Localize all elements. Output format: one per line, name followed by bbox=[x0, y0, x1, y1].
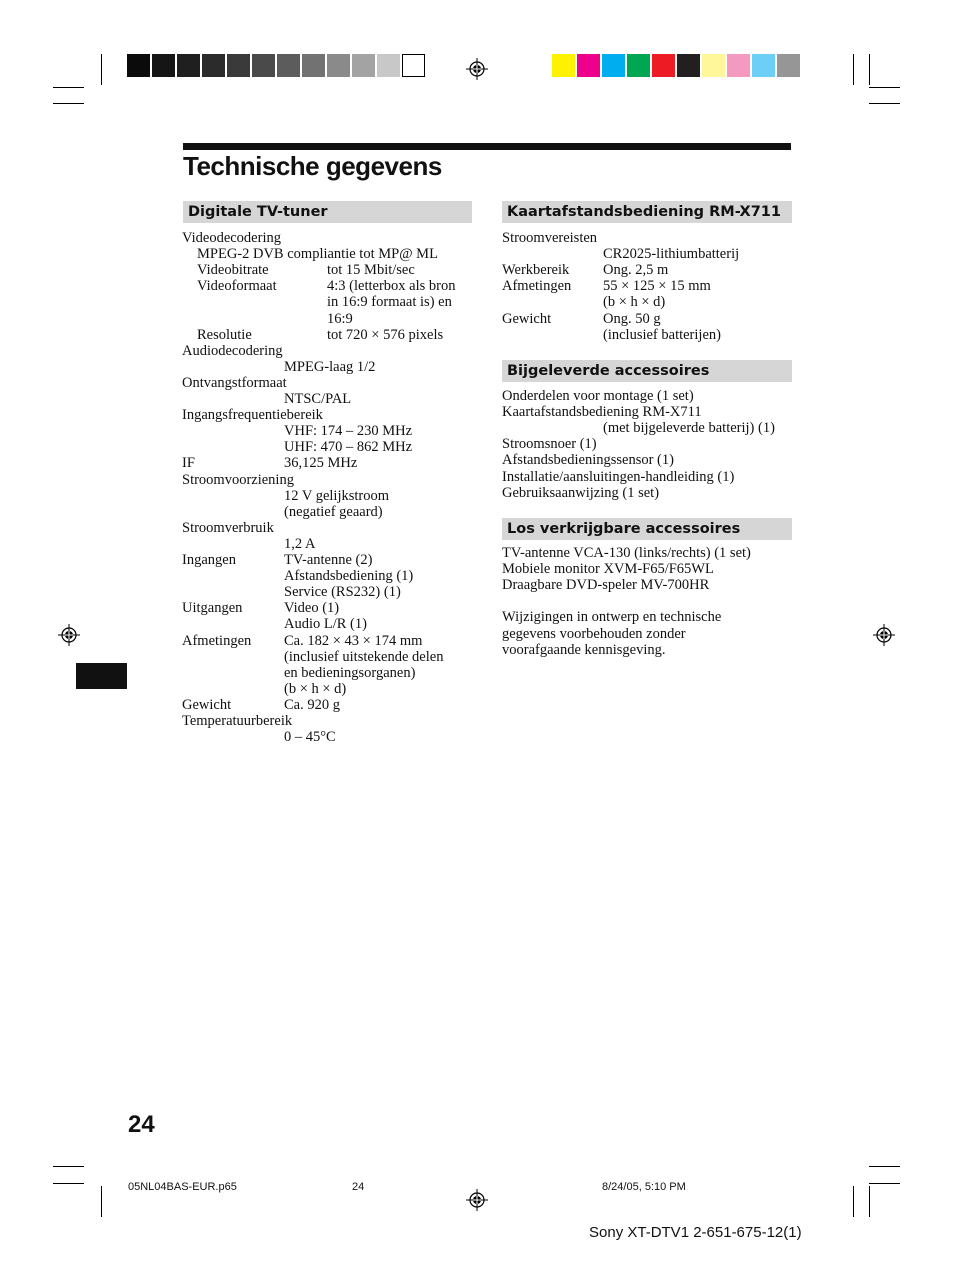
spec-value: NTSC/PAL bbox=[284, 391, 352, 407]
section-heading-optional: Los verkrijgbare accessoires bbox=[502, 518, 792, 540]
spec-value: MPEG-laag 1/2 bbox=[284, 358, 376, 375]
spec-value: 4:3 (letterbox als bron bbox=[327, 278, 456, 295]
spec-value: Afstandsbediening (1) bbox=[284, 568, 414, 585]
spec-value: (inclusief batterijen) bbox=[603, 326, 721, 343]
section-heading-supplied: Bijgeleverde accessoires bbox=[502, 360, 792, 382]
spec-label: Stroomvereisten bbox=[502, 230, 598, 246]
spec-label: Gewicht bbox=[502, 310, 552, 327]
spec-label: Videodecodering bbox=[182, 230, 281, 246]
spec-label: Afstandsbedieningssensor (1) bbox=[502, 452, 674, 469]
spec-label: Uitgangen bbox=[182, 600, 243, 617]
registration-mark-icon bbox=[466, 58, 488, 80]
spec-value: tot 15 Mbit/sec bbox=[327, 262, 415, 279]
color-swatch bbox=[577, 54, 600, 77]
model-number: Sony XT-DTV1 2-651-675-12(1) bbox=[589, 1224, 802, 1241]
color-swatch bbox=[627, 54, 650, 77]
registration-mark-icon bbox=[58, 624, 80, 646]
spec-label: Afmetingen bbox=[502, 278, 572, 295]
color-swatch bbox=[377, 54, 400, 77]
color-swatch bbox=[677, 54, 700, 77]
spec-value: (b × h × d) bbox=[603, 294, 666, 311]
registration-mark-icon bbox=[466, 1189, 488, 1211]
spec-value: UHF: 470 – 862 MHz bbox=[284, 439, 413, 456]
spec-value: tot 720 × 576 pixels bbox=[327, 326, 444, 343]
spec-label: MPEG-2 DVB compliantie tot MP@ ML bbox=[197, 246, 438, 263]
spec-value: (b × h × d) bbox=[284, 680, 347, 697]
footer-file: 05NL04BAS-EUR.p65 bbox=[128, 1181, 237, 1193]
spec-label: Videobitrate bbox=[197, 262, 269, 279]
color-swatch bbox=[602, 54, 625, 77]
spec-value: in 16:9 formaat is) en bbox=[327, 294, 452, 311]
registration-mark-icon bbox=[873, 624, 895, 646]
title-rule bbox=[183, 143, 791, 150]
spec-value: Ong. 2,5 m bbox=[603, 262, 669, 279]
color-swatch bbox=[252, 54, 275, 77]
color-swatch bbox=[727, 54, 750, 77]
list-item: TV-antenne VCA-130 (links/rechts) (1 set) bbox=[502, 545, 751, 561]
color-swatch bbox=[177, 54, 200, 77]
spec-label: Videoformaat bbox=[197, 278, 277, 295]
spec-label: Ingangen bbox=[182, 552, 236, 568]
section-heading-tuner: Digitale TV-tuner bbox=[183, 201, 472, 223]
spec-label: Ingangsfrequentiebereik bbox=[182, 407, 323, 424]
color-swatch bbox=[302, 54, 325, 77]
spec-label: Installatie/aansluitingen-handleiding (1) bbox=[502, 468, 735, 485]
color-swatch bbox=[152, 54, 175, 77]
spec-value: (inclusief uitstekende delen bbox=[284, 648, 444, 665]
spec-label: Gebruiksaanwijzing (1 set) bbox=[502, 484, 660, 501]
spec-value: CR2025-lithiumbatterij bbox=[603, 246, 740, 263]
spec-label: Resolutie bbox=[197, 326, 252, 343]
list-item: voorafgaande kennisgeving. bbox=[502, 641, 666, 658]
list-item: Wijzigingen in ontwerp en technische bbox=[502, 609, 722, 626]
spec-label: Stroomsnoer (1) bbox=[502, 436, 597, 453]
spec-value: Video (1) bbox=[284, 600, 340, 617]
color-swatch bbox=[552, 54, 575, 77]
spec-value: (met bijgeleverde batterij) (1) bbox=[603, 420, 775, 437]
spec-value: Audio L/R (1) bbox=[284, 616, 367, 633]
color-swatch bbox=[127, 54, 150, 77]
color-swatch bbox=[227, 54, 250, 77]
spec-value: 1,2 A bbox=[284, 535, 316, 552]
spec-label: Stroomvoorziening bbox=[182, 471, 294, 488]
spec-value: Service (RS232) (1) bbox=[284, 584, 401, 601]
spec-value: 12 V gelijkstroom bbox=[284, 487, 389, 504]
spec-value: 0 – 45°C bbox=[284, 729, 336, 746]
spec-value: en bedieningsorganen) bbox=[284, 664, 416, 681]
footer-date: 8/24/05, 5:10 PM bbox=[602, 1181, 686, 1193]
color-swatch bbox=[202, 54, 225, 77]
spec-label: Audiodecodering bbox=[182, 342, 283, 359]
color-swatch bbox=[752, 54, 775, 77]
section-heading-remote: Kaartafstandsbediening RM-X711 bbox=[502, 201, 792, 223]
spec-value: Ong. 50 g bbox=[603, 310, 661, 327]
footer-page: 24 bbox=[352, 1181, 365, 1193]
color-swatch bbox=[702, 54, 725, 77]
spec-label: Temperatuurbereik bbox=[182, 713, 293, 729]
list-item: Draagbare DVD-speler MV-700HR bbox=[502, 577, 710, 594]
color-swatch bbox=[327, 54, 350, 77]
spec-value: 36,125 MHz bbox=[284, 455, 358, 472]
spec-label: Gewicht bbox=[182, 696, 232, 713]
spec-value: (negatief geaard) bbox=[284, 503, 383, 520]
color-swatch bbox=[777, 54, 800, 77]
spec-label: IF bbox=[182, 455, 195, 472]
spec-value: Ca. 182 × 43 × 174 mm bbox=[284, 632, 423, 649]
spec-value: VHF: 174 – 230 MHz bbox=[284, 423, 413, 440]
spec-value: 55 × 125 × 15 mm bbox=[603, 278, 711, 295]
spec-value: TV-antenne (2) bbox=[284, 552, 373, 568]
spec-label: Onderdelen voor montage (1 set) bbox=[502, 388, 694, 404]
color-swatch bbox=[652, 54, 675, 77]
spec-label: Kaartafstandsbediening RM-X711 bbox=[502, 404, 702, 421]
color-swatch bbox=[402, 54, 425, 77]
language-tab bbox=[76, 663, 127, 689]
list-item: gegevens voorbehouden zonder bbox=[502, 625, 686, 642]
page-title: Technische gegevens bbox=[183, 151, 442, 181]
spec-label: Werkbereik bbox=[502, 262, 570, 279]
spec-value: Ca. 920 g bbox=[284, 696, 340, 713]
page-number: 24 bbox=[128, 1111, 155, 1138]
spec-label: Stroomverbruik bbox=[182, 519, 274, 536]
color-swatch bbox=[277, 54, 300, 77]
list-item: Mobiele monitor XVM-F65/F65WL bbox=[502, 561, 714, 578]
spec-value: 16:9 bbox=[327, 310, 353, 327]
spec-label: Ontvangstformaat bbox=[182, 374, 287, 391]
spec-label: Afmetingen bbox=[182, 632, 252, 649]
color-swatch bbox=[352, 54, 375, 77]
